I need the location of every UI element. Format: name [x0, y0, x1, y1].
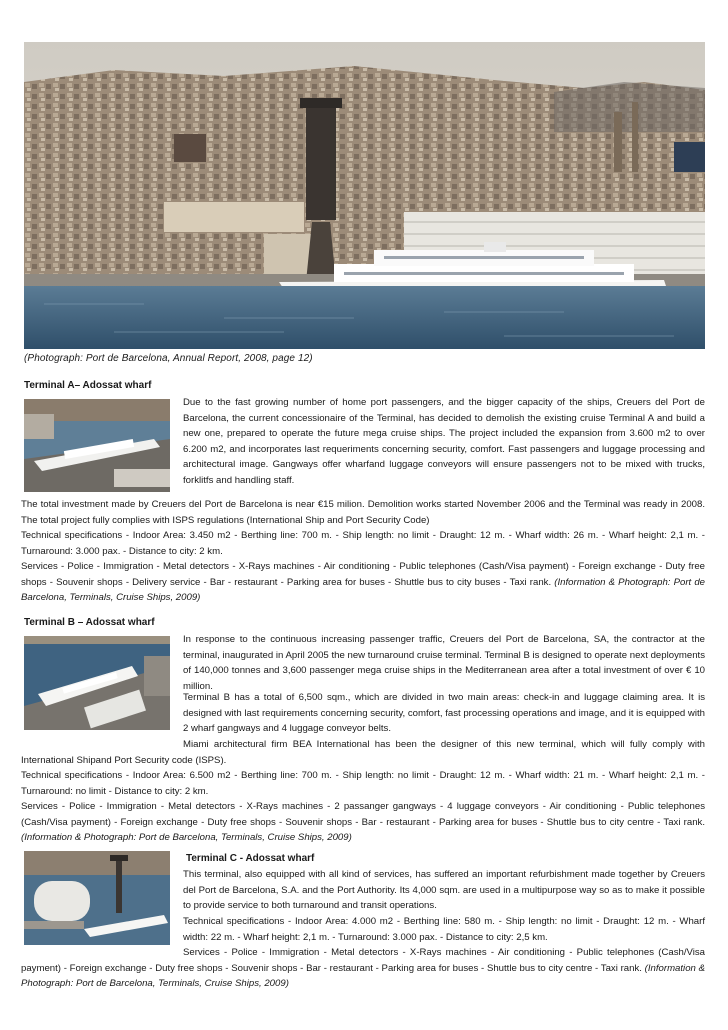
terminal-c-services-text: Services - Police - Immigration - Metal detectors - X-Rays machines - Air conditioning - Public telephones (Cash/Visa payment) - Foreign exchange - Duty free shops - Souvenir shops - Bar - restaurant - Parking area for buses - Shuttle bus to city centre - Taxi rank. — [21, 947, 705, 974]
document-page — [21, 0, 706, 1030]
terminal-b-source: (Information & Photograph: Port de Barcelona, Terminals, Cruise Ships, 2009) — [21, 832, 352, 844]
terminal-c-source: (Information & Photograph: Port de Barcelona, Terminals, Cruise Ships, 2009) — [21, 962, 705, 990]
terminal-b-areas: Terminal B has a total of 6,500 sqm., which are divided in two main areas: check-in and luggage claiming area. It is designed with last requirements concerning security, comfort, fast processing operations and image, and it is equipped with 2 wharf gangways and 4 luggage conveyor belts. — [183, 692, 705, 735]
photo-caption: (Photograph: Port de Barcelona, Annual Report, 2008, page 12) — [24, 353, 313, 364]
terminal-b-photo — [24, 636, 170, 730]
terminal-c-services — [21, 945, 705, 992]
terminal-c-illustration — [24, 851, 170, 945]
terminal-b-heading: Terminal B – Adossat wharf — [24, 617, 155, 628]
terminal-b-illustration — [24, 636, 170, 730]
terminal-b-architect: Miami architectural firm BEA International has been the designer of this new terminal, which will fully comply with International Shipand Port Security code (ISPS). — [21, 739, 705, 766]
terminal-a-services-text: Services - Police - Immigration - Metal detectors - X-Rays machines - Air conditioning - Public telephones (Cash/Visa payment) - Foreign exchange - Duty free shops - Souvenir shops - Delivery service - Bar - restaurant - Parking area for buses - Shuttle bus to city buses - Taxi rank. — [21, 561, 705, 588]
terminal-a-intro: Due to the fast growing number of home port passengers, and the bigger capacity of the ships, Creuers del Port de Barcelona, the current concessionaire of the Terminal, has decided to demolish the existing cruise Terminal A and build a new one, prepared to operate the future mega cruise ships. The project included the expansion from 3.600 m2 to over 6.200 m2, and incorporates last requeriments concerning security, comfort. Fast passengers and luggage processing and architectural image. Gangways offer wharfand luggage conveyors will ensure passengers not to be mixed with trucks, forklitfs and handling staff. — [183, 397, 705, 486]
terminal-a-illustration — [24, 399, 170, 492]
terminal-a-specs: Technical specifications - Indoor Area: 3.450 m2 - Berthing line: 700 m. - Ship length: no limit - Draught: 12 m. - Wharf width: 26 m. - Wharf height: 2,1 m. - Turnaround: 3.000 pax. - Distance to city: 2 km. — [21, 530, 705, 557]
port-barcelona-photo — [24, 42, 705, 349]
terminal-c-photo — [24, 851, 170, 945]
terminal-a-services — [21, 559, 705, 606]
terminal-b-intro: In response to the continuous increasing passenger traffic, Creuers del Port de Barcelona, SA, the contractor at the terminal, inaugurated in April 2005 the new turnaround cruise terminal. Terminal B is designed to operate next deployments of 140,000 tonnes and 3,600 passenger mega cruise ships in the Mediterranean area after a total investment of over € 10 million. — [183, 634, 705, 692]
terminal-a-photo — [24, 399, 170, 492]
port-panorama-illustration — [24, 42, 705, 349]
terminal-a-source: (Information & Photograph: Port de Barcelona, Terminals, Cruise Ships, 2009) — [21, 576, 706, 604]
terminal-a-heading: Terminal A– Adossat wharf — [24, 380, 152, 391]
terminal-c-intro: This terminal, also equipped with all kind of services, has suffered an important refurbishment made together by Creuers del Port de Barcelona, S.A. and the Port Authority. Its 4,000 sqm. are used in a multipurpose way so as to make it possible to provide service to both turnaround and transit operations. — [183, 869, 705, 912]
terminal-c-heading: Terminal C - Adossat wharf — [186, 853, 315, 864]
terminal-b-specs: Technical specifications - Indoor Area: 6.500 m2 - Berthing line: 700 m. - Ship length: no limit - Draught: 12 m. - Wharf width: 21 m. - Wharf height: 2,1 m. - Turnaround: no limit - Distance to city: 2 km. — [21, 770, 705, 797]
terminal-c-specs: Technical specifications - Indoor Area: 4.000 m2 - Berthing line: 580 m. - Ship length: no limit - Draught: 12 m. - Wharf width: 22 m. - Wharf height: 2,1 m. - Turnaround: 3.000 pax. - Distance to city: 2,5 km. — [183, 916, 705, 943]
terminal-b-services — [21, 799, 705, 846]
terminal-a-investment: The total investment made by Creuers del Port de Barcelona is near €15 milion. Demolition works started November 2006 and the Terminal was ready in 2008. The total project fully complies with ISPS regulations (International Ship and Port Security Code) — [21, 499, 705, 526]
terminal-b-services-text: Services - Police - Immigration - Metal detectors - X-Rays machines - 2 passanger gangways - 4 luggage conveyors - Air conditioning - Public telephones (Cash/Visa payment) - Foreign exchange - Duty free shops - Souvenir shops - Bar - restaurant - Parking area for buses - Shuttle bus to city centre - Taxi rank. — [21, 801, 705, 828]
